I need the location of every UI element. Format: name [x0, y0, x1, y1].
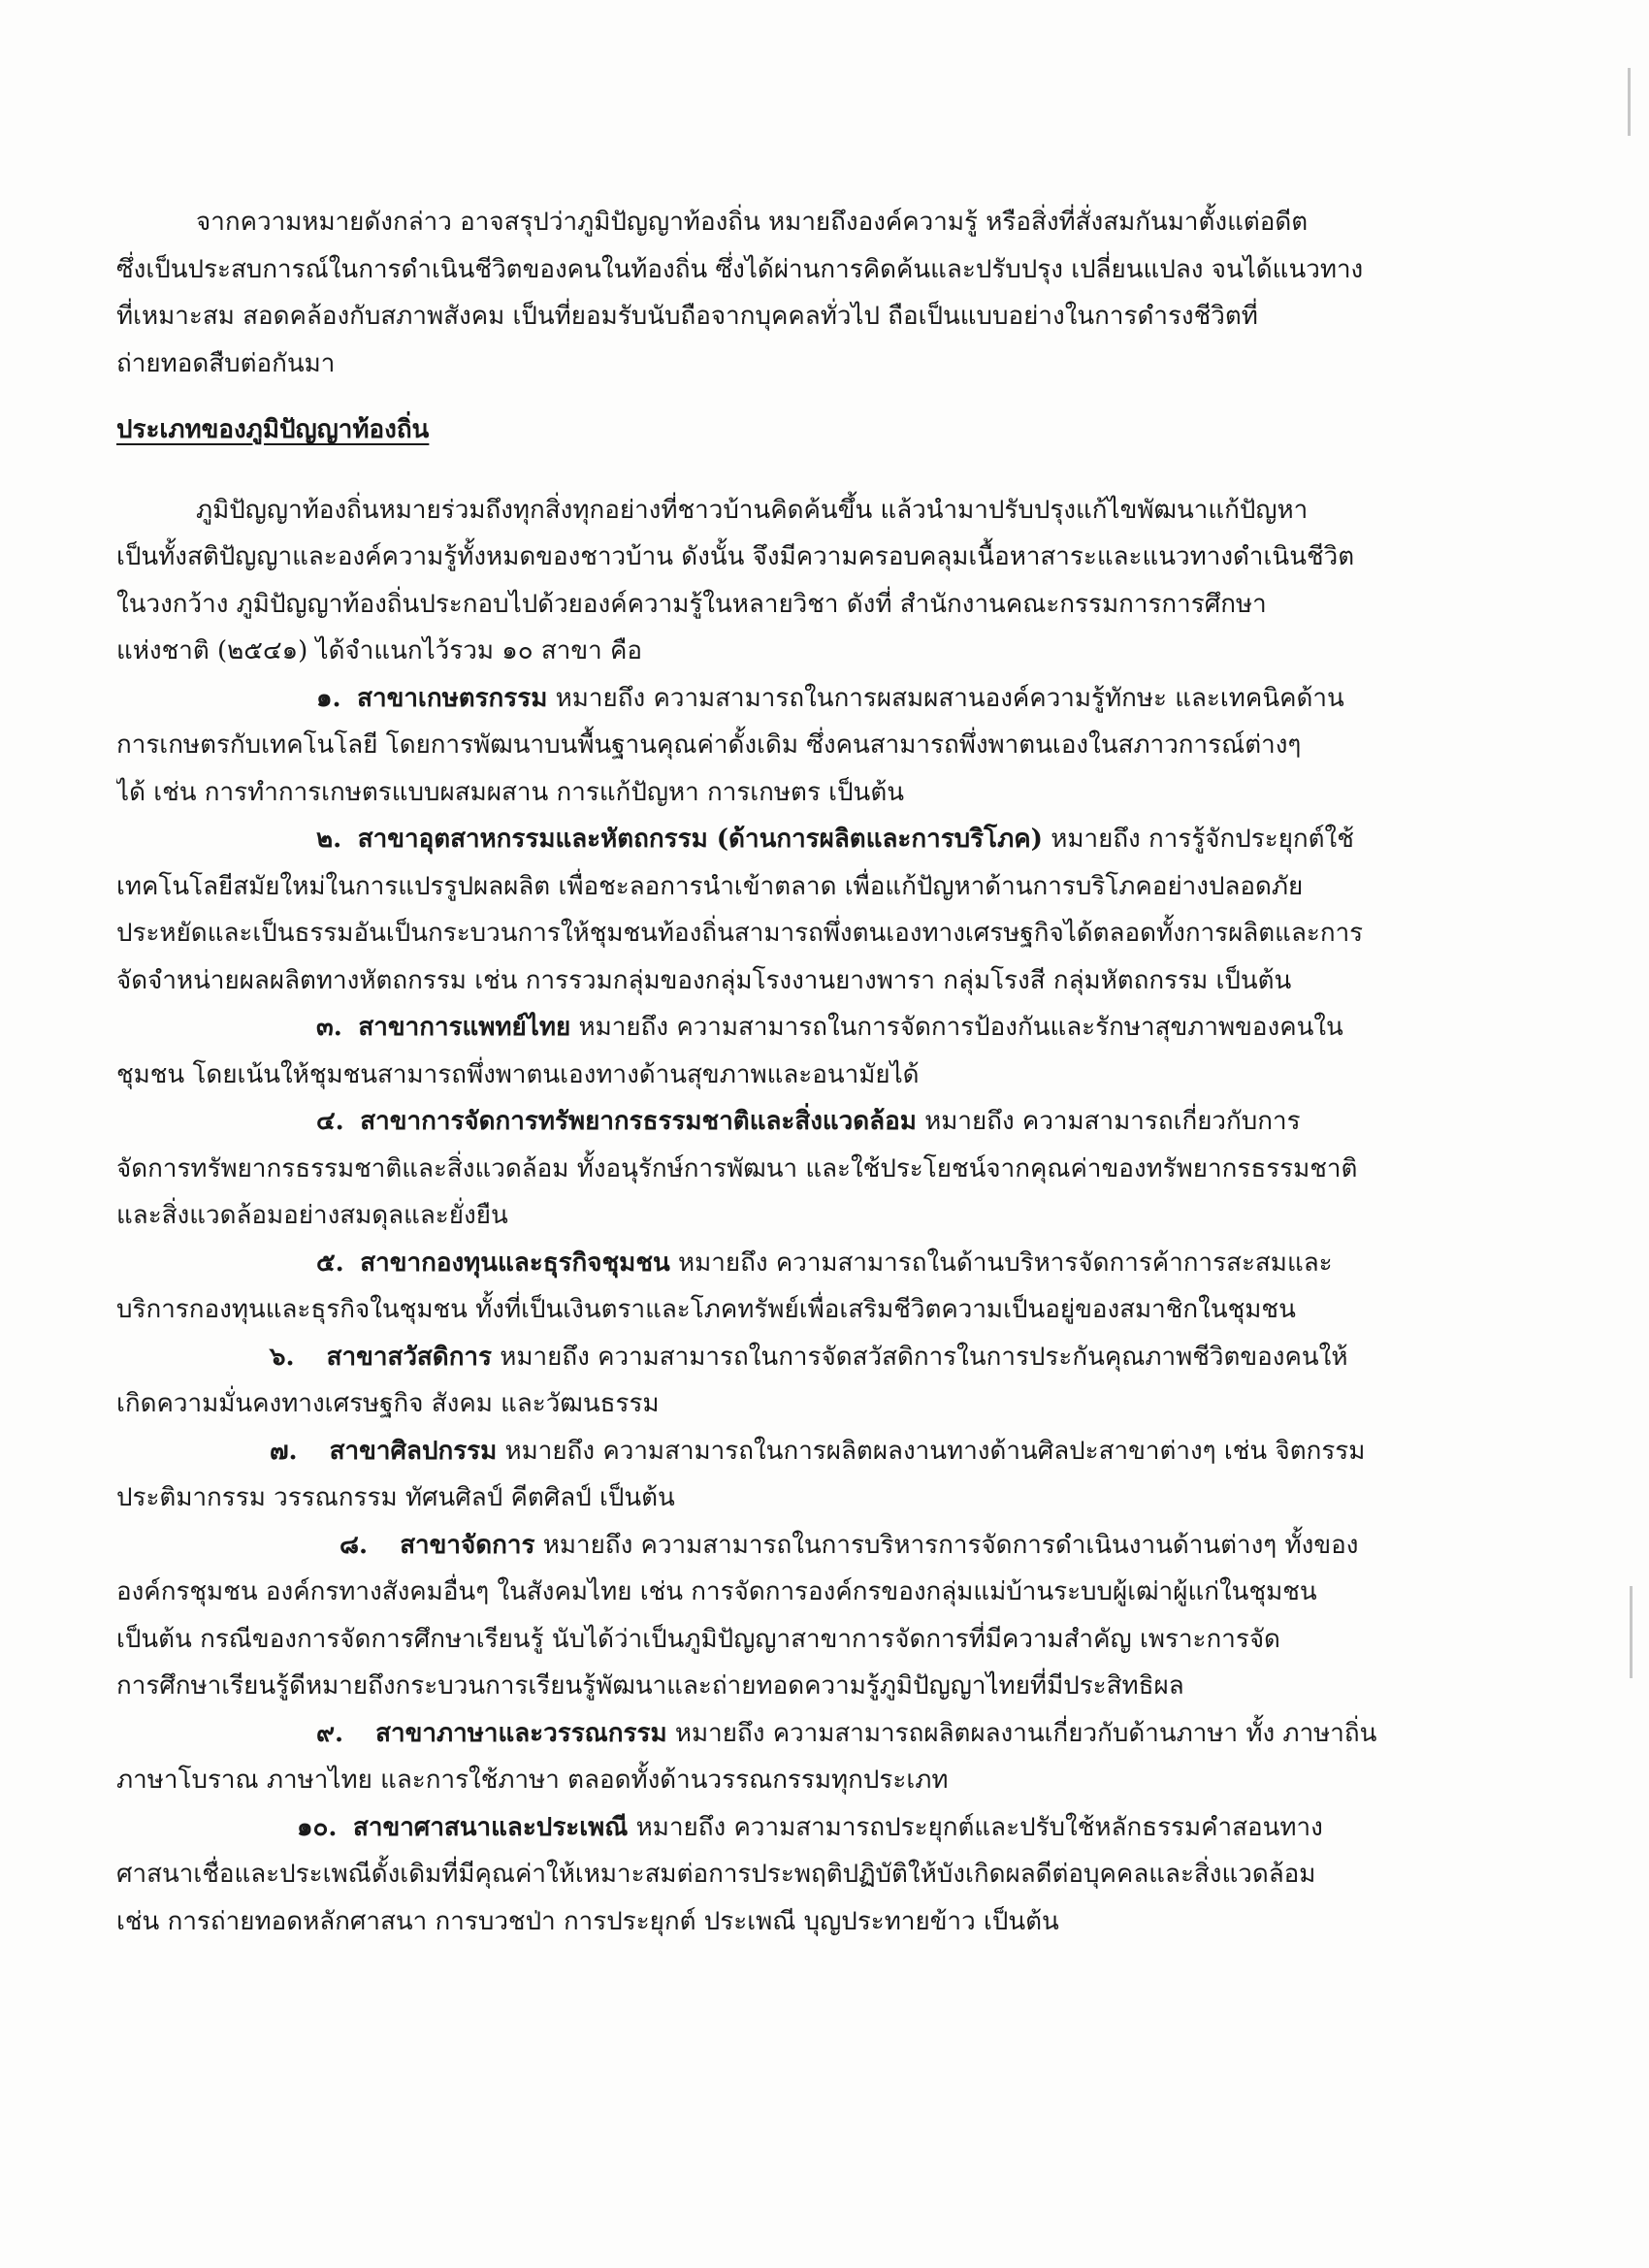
intro-line: ซึ่งเป็นประสบการณ์ในการดำเนินชีวิตของคนในท้องถิ่น ซึ่งได้ผ่านการคิดค้นและปรับปรุง เปลี่ยนแปลง จนได้แนวทาง — [116, 254, 1364, 284]
branch-first-line — [116, 675, 1457, 723]
branch-title: สาขาจัดการ — [400, 1530, 535, 1560]
branch-first-line — [116, 816, 1457, 863]
branch-item — [116, 1522, 1457, 1710]
branch-title: สาขาภาษาและวรรณกรรม — [375, 1718, 667, 1748]
intro-paragraph — [116, 199, 1457, 387]
branch-number: ๓. — [316, 1013, 342, 1042]
branch-description: หมายถึง ความสามารถในการจัดการป้องกันและรักษาสุขภาพของคนใน — [570, 1013, 1343, 1042]
branch-description: หมายถึง ความสามารถประยุกต์และปรับใช้หลักธรรมคำสอนทาง — [628, 1812, 1323, 1842]
branch-item — [116, 1710, 1457, 1804]
branch-description: หมายถึง ความสามารถในการผสมผสานองค์ความรู้ทักษะ และเทคนิคด้าน — [547, 683, 1344, 713]
branch-description: หมายถึง ความสามารถในการผลิตผลงานทางด้านศิลปะสาขาต่างๆ เช่น จิตกรรม — [497, 1436, 1366, 1466]
branch-title: สาขาอุตสาหกรรมและหัตถกรรม (ด้านการผลิตและการบริโภค) — [357, 825, 1043, 854]
branch-title: สาขาสวัสดิการ — [326, 1342, 492, 1372]
branch-item — [116, 1428, 1457, 1522]
branch-title: สาขาการแพทย์ไทย — [358, 1013, 571, 1042]
intro-line: จากความหมายดังกล่าว อาจสรุปว่าภูมิปัญญาท้องถิ่น หมายถึงองค์ความรู้ หรือสิ่งที่สั่งสมกันมาตั้งแต่อดีต — [196, 208, 1309, 237]
branch-title: สาขาเกษตรกรรม — [357, 683, 548, 713]
scan-edge-mark-top — [1628, 68, 1631, 136]
branch-line: เทคโนโลยีสมัยใหม่ในการแปรรูปผลผลิต เพื่อชะลอการนำเข้าตลาด เพื่อแก้ปัญหาด้านการบริโภคอย่างปลอดภัย — [116, 871, 1304, 901]
branch-number: ๘. — [340, 1530, 369, 1560]
branch-item — [116, 1004, 1457, 1098]
branch-item — [116, 1804, 1457, 1946]
branch-line: ศาสนาเชื่อและประเพณีดั้งเดิมที่มีคุณค่าให้เหมาะสมต่อการประพฤติปฏิบัติให้บังเกิดผลดีต่อบุคคลและสิ่งแวดล้อม — [116, 1860, 1316, 1889]
section-intro-line: เป็นทั้งสติปัญญาและองค์ความรู้ทั้งหมดของชาวบ้าน ดังนั้น จึงมีความครอบคลุมเนื้อหาสาระและแนวทางดำเนินชีวิต — [116, 542, 1355, 571]
branch-title: สาขาศาสนาและประเพณี — [352, 1812, 629, 1842]
branch-line: และสิ่งแวดล้อมอย่างสมดุลและยั่งยืน — [116, 1201, 508, 1230]
branch-line: บริการกองทุนและธุรกิจในชุมชน ทั้งที่เป็นเงินตราและโภคทรัพย์เพื่อเสริมชีวิตความเป็นอยู่ของสมาชิกในชุมชน — [116, 1295, 1296, 1324]
scan-edge-mark-bottom — [1630, 1586, 1633, 1678]
branch-line: การศึกษาเรียนรู้ดีหมายถึงกระบวนการเรียนรู้พัฒนาและถ่ายทอดความรู้ภูมิปัญญาไทยที่มีประสิทธิผล — [116, 1671, 1184, 1701]
branch-line: องค์กรชุมชน องค์กรทางสังคมอื่นๆ ในสังคมไทย เช่น การจัดการองค์กรของกลุ่มแม่บ้านระบบผู้เฒ่าผู้แก่ในชุมชน — [116, 1577, 1317, 1606]
branch-first-line — [116, 1240, 1457, 1287]
branch-number: ๔. — [316, 1107, 344, 1136]
branch-first-line — [116, 1522, 1457, 1570]
branch-description: หมายถึง ความสามารถผลิตผลงานเกี่ยวกับด้านภาษา ทั้ง ภาษาถิ่น — [666, 1718, 1377, 1748]
branch-first-line — [116, 1710, 1457, 1758]
intro-line: ที่เหมาะสม สอดคล้องกับสภาพสังคม เป็นที่ยอมรับนับถือจากบุคคลทั่วไป ถือเป็นแบบอย่างในการดำรงชีวิตที่ — [116, 302, 1258, 331]
branch-first-line — [116, 1428, 1457, 1475]
branch-line: จัดจำหน่ายผลผลิตทางหัตถกรรม เช่น การรวมกลุ่มของกลุ่มโรงงานยางพารา กลุ่มโรงสี กลุ่มหัตถกรรม เป็นต้น — [116, 965, 1292, 995]
branch-line: ประหยัดและเป็นธรรมอันเป็นกระบวนการให้ชุมชนท้องถิ่นสามารถพึ่งตนเองทางเศรษฐกิจได้ตลอดทั้งการผลิตและการ — [116, 919, 1364, 948]
section-heading: ประเภทของภูมิปัญญาท้องถิ่น — [116, 415, 430, 444]
branch-first-line — [116, 1334, 1457, 1381]
branch-first-line — [116, 1004, 1457, 1052]
branch-first-line — [116, 1098, 1457, 1146]
branch-line: เช่น การถ่ายทอดหลักศาสนา การบวชป่า การประยุกต์ ประเพณี บุญประทายข้าว เป็นต้น — [116, 1906, 1059, 1936]
branch-number: ๒. — [316, 825, 342, 854]
branch-description: หมายถึง การรู้จักประยุกต์ใช้ — [1042, 825, 1354, 854]
branch-item — [116, 1334, 1457, 1428]
branch-number: ๑. — [316, 683, 341, 713]
branch-title: สาขาศิลปกรรม — [329, 1436, 498, 1466]
document-body — [116, 199, 1457, 1945]
branch-description: หมายถึง ความสามารถในการบริหารการจัดการดำเนินงานด้านต่างๆ ทั้งของ — [534, 1530, 1359, 1560]
intro-line: ถ่ายทอดสืบต่อกันมา — [116, 348, 336, 378]
branch-number: ๕. — [316, 1247, 344, 1278]
branch-item — [116, 1240, 1457, 1334]
branch-number: ๙. — [316, 1718, 344, 1748]
branch-line: ได้ เช่น การทำการเกษตรแบบผสมผสาน การแก้ปัญหา การเกษตร เป็นต้น — [116, 777, 904, 807]
section-intro-line: ในวงกว้าง ภูมิปัญญาท้องถิ่นประกอบไปด้วยองค์ความรู้ในหลายวิชา ดังที่ สำนักงานคณะกรรมการการศึกษา — [116, 589, 1267, 619]
branch-number: ๖. — [270, 1342, 295, 1372]
branch-line: การเกษตรกับเทคโนโลยี โดยการพัฒนาบนพื้นฐานคุณค่าดั้งเดิม ซึ่งคนสามารถพึ่งพาตนเองในสภาวการณ์ต่างๆ — [116, 730, 1302, 760]
section-intro-line: ภูมิปัญญาท้องถิ่นหมายร่วมถึงทุกสิ่งทุกอย่างที่ชาวบ้านคิดค้นขึ้น แล้วนำมาปรับปรุงแก้ไขพัฒนาแก้ปัญหา — [196, 495, 1309, 525]
branch-line: ชุมชน โดยเน้นให้ชุมชนสามารถพึ่งพาตนเองทางด้านสุขภาพและอนามัยได้ — [116, 1059, 920, 1089]
branch-number: ๗. — [270, 1436, 298, 1466]
branch-title: สาขากองทุนและธุรกิจชุมชน — [360, 1247, 670, 1278]
branch-item — [116, 675, 1457, 817]
branch-item — [116, 1098, 1457, 1240]
branch-line: จัดการทรัพยากรธรรมชาติและสิ่งแวดล้อม ทั้งอนุรักษ์การพัฒนา และใช้ประโยชน์จากคุณค่าของทรัพยากรธรรมชาติ — [116, 1153, 1358, 1183]
branch-line: เกิดความมั่นคงทางเศรษฐกิจ สังคม และวัฒนธรรม — [116, 1389, 660, 1418]
branch-description: หมายถึง ความสามารถในด้านบริหารจัดการค้าการสะสมและ — [669, 1247, 1333, 1278]
branch-line: ประติมากรรม วรรณกรรม ทัศนศิลป์ คีตศิลป์ เป็นต้น — [116, 1483, 675, 1512]
branch-line: เป็นต้น กรณีของการจัดการศึกษาเรียนรู้ นับได้ว่าเป็นภูมิปัญญาสาขาการจัดการที่มีความสำคัญ เพราะการจัด — [116, 1624, 1280, 1654]
branch-item — [116, 816, 1457, 1004]
branch-title: สาขาการจัดการทรัพยากรธรรมชาติและสิ่งแวดล้อม — [360, 1107, 917, 1136]
section-intro-paragraph — [116, 487, 1457, 675]
branch-description: หมายถึง ความสามารถเกี่ยวกับการ — [916, 1107, 1301, 1136]
branch-description: หมายถึง ความสามารถในการจัดสวัสดิการในการประกันคุณภาพชีวิตของคนให้ — [492, 1342, 1348, 1372]
branch-line: ภาษาโบราณ ภาษาไทย และการใช้ภาษา ตลอดทั้งด้านวรรณกรรมทุกประเภท — [116, 1766, 949, 1795]
branch-first-line — [116, 1804, 1457, 1852]
branch-number: ๑๐. — [297, 1812, 338, 1842]
section-intro-line: แห่งชาติ (๒๕๔๑) ได้จำแนกไว้รวม ๑๐ สาขา คือ — [116, 636, 643, 665]
